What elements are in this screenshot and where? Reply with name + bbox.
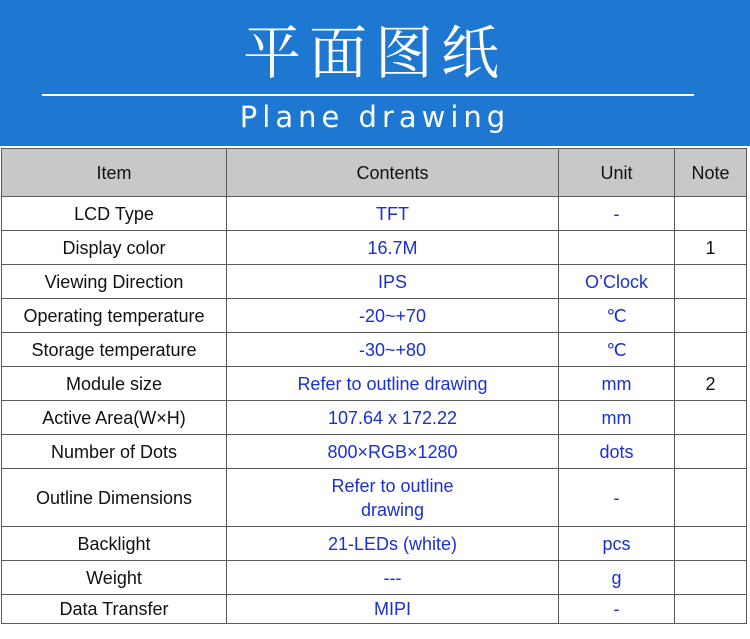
table-row	[2, 197, 747, 231]
unit-cell	[559, 231, 675, 265]
column-header-unit: Unit	[559, 149, 675, 197]
note-cell	[675, 197, 747, 231]
note-cell	[675, 333, 747, 367]
column-header-note: Note	[675, 149, 747, 197]
table-row	[2, 231, 747, 265]
note-cell	[675, 299, 747, 333]
table-row	[2, 527, 747, 561]
contents-cell: 16.7M	[227, 231, 559, 265]
item-cell: Number of Dots	[2, 435, 227, 469]
contents-cell: IPS	[227, 265, 559, 299]
item-cell: Operating temperature	[2, 299, 227, 333]
page-title-english: Plane drawing	[239, 100, 511, 134]
table-row	[2, 333, 747, 367]
header-divider	[42, 94, 694, 96]
note-cell	[675, 595, 747, 624]
item-cell: Weight	[2, 561, 227, 595]
item-cell: Outline Dimensions	[2, 469, 227, 527]
table-row	[2, 435, 747, 469]
contents-cell: 107.64 x 172.22	[227, 401, 559, 435]
item-cell: Active Area(W×H)	[2, 401, 227, 435]
unit-cell: -	[559, 197, 675, 231]
note-cell	[675, 401, 747, 435]
contents-cell: -30~+80	[227, 333, 559, 367]
unit-cell: O’Clock	[559, 265, 675, 299]
item-cell: Backlight	[2, 527, 227, 561]
spec-table	[1, 148, 747, 624]
page-title-chinese: 平面图纸	[242, 19, 507, 87]
column-header-contents: Contents	[227, 149, 559, 197]
note-cell	[675, 265, 747, 299]
contents-cell: MIPI	[227, 595, 559, 624]
header-banner	[0, 0, 750, 146]
contents-cell: Refer to outline drawing	[227, 469, 559, 527]
note-cell	[675, 469, 747, 527]
note-cell: 1	[675, 231, 747, 265]
unit-cell: g	[559, 561, 675, 595]
table-row	[2, 469, 747, 527]
unit-cell: ℃	[559, 299, 675, 333]
table-row	[2, 595, 747, 624]
unit-cell: dots	[559, 435, 675, 469]
table-header-row	[2, 149, 747, 197]
note-cell: 2	[675, 367, 747, 401]
unit-cell: mm	[559, 367, 675, 401]
item-cell: Storage temperature	[2, 333, 227, 367]
contents-cell: ---	[227, 561, 559, 595]
unit-cell: ℃	[559, 333, 675, 367]
item-cell: Data Transfer	[2, 595, 227, 624]
unit-cell: -	[559, 469, 675, 527]
unit-cell: pcs	[559, 527, 675, 561]
contents-cell: 800×RGB×1280	[227, 435, 559, 469]
table-row	[2, 561, 747, 595]
note-cell	[675, 561, 747, 595]
contents-cell: Refer to outline drawing	[227, 367, 559, 401]
item-cell: Module size	[2, 367, 227, 401]
item-cell: Display color	[2, 231, 227, 265]
table-row	[2, 401, 747, 435]
contents-cell: -20~+70	[227, 299, 559, 333]
column-header-item: Item	[2, 149, 227, 197]
item-cell: LCD Type	[2, 197, 227, 231]
table-row	[2, 367, 747, 401]
contents-cell: 21-LEDs (white)	[227, 527, 559, 561]
table-row	[2, 299, 747, 333]
unit-cell: mm	[559, 401, 675, 435]
note-cell	[675, 527, 747, 561]
unit-cell: -	[559, 595, 675, 624]
table-row	[2, 265, 747, 299]
item-cell: Viewing Direction	[2, 265, 227, 299]
note-cell	[675, 435, 747, 469]
contents-cell: TFT	[227, 197, 559, 231]
